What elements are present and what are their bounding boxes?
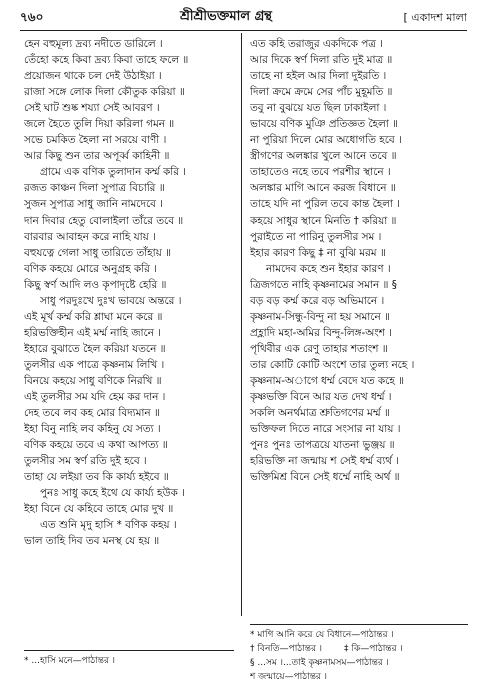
verse-line: ভক্তিমিশ্র বিনে সেই ধর্ম্মে নাহি অর্থ ॥	[250, 471, 400, 484]
verse-line: অলঙ্কার মাগি আনে করজ বিধানে ॥	[250, 182, 396, 195]
column-divider	[241, 33, 242, 616]
verse-line: আর দিকে স্বর্ণ দিলা রতি দুই মাত্র ॥	[250, 54, 393, 67]
verse-line: বিনয়ে কহয়ে সাধু বণিকে নিরখি ॥	[24, 374, 162, 387]
verse-line: তাহাতেও নহে তবে পরশীর স্থানে ।	[250, 166, 391, 179]
header-rule	[20, 30, 467, 31]
footnotes-right	[250, 628, 468, 684]
verse-line: পুরাইতে না পারিনু তুলসীর সম ।	[250, 230, 382, 243]
verse-line: এত কহি তরাজুর একদিকে পত্র ।	[250, 38, 383, 50]
verse-line: ইহা বিনু নাহি লব কহিনু যে সত্য ।	[24, 423, 161, 436]
verse-line: বণিক কহয়ে মোরে অনুগ্রহ করি ।	[24, 262, 157, 275]
verse-line: হেন বহুমূল্য দ্রব্য নদীতে ডারিলে ।	[24, 38, 163, 50]
running-title: শ্রীশ্রীভক্তমাল গ্রন্থ	[180, 9, 272, 24]
verse-line: এত শুনি মৃদু হাসি * বণিক কহয় ।	[40, 519, 177, 532]
verse-line: নামদেব কহে শুন ইহার কারণ ।	[266, 262, 391, 275]
verse-line: রাজা সঙ্গে লোক দিলা কৌতুক করিয়া ॥	[24, 86, 185, 99]
verse-line: তাহে না হইল আর দিলা দুইরতি ।	[250, 70, 387, 83]
verse-line: সুজন সুপাত্র সাধু জানি নামদেবে ।	[24, 198, 163, 211]
footnote-row	[250, 642, 468, 656]
footnote: শ জন্মায়ে—পাঠান্তর ।	[250, 672, 327, 682]
footnote: * ...হাসি মনে—পাঠান্তর ।	[24, 656, 116, 666]
verse-line: তুলসীর এক পাত্রে কৃষ্ণনাম লিখি ।	[24, 358, 165, 371]
verse-line: দিলা ক্রমে ক্রমে সের পাঁচ মুহূমতি ॥	[250, 86, 393, 99]
verse-line: ভাল তাহি দিব তব মনস্থ যে হয় ॥	[24, 535, 160, 548]
footnote: ‡ কি—পাঠান্তর ।	[344, 644, 403, 654]
verse-line: বারবার আবাহন করে নাহি যায় ।	[24, 230, 156, 243]
footnote: § ...সম ।...তাই কৃষ্ণনামসম—পাঠান্তর ।	[250, 658, 389, 668]
verse-line: হরিভক্তি না জন্মায় শ সেই ধর্ম্ম ব্যর্থ ।	[250, 455, 399, 468]
verse-line: প্রয়োজন থাকে চল দেই উঠাইয়া ।	[24, 70, 162, 83]
right-column	[250, 36, 466, 485]
page-number: ৭৬০	[20, 10, 44, 24]
footnote-rule-right	[250, 624, 468, 625]
verse-line: ত্রিজগতে নাহি কৃষ্ণনামের সমান ॥ §	[250, 278, 397, 291]
verse-line: পুনঃ সাধু কহে ইথে যে কার্য্য হউক ।	[40, 487, 185, 500]
verse-line: সাধু পরদুঃখে দুঃখ ভাবয়ে অন্তরে ।	[40, 294, 182, 307]
verse-line: না পুরিয়া দিলে মোর অধোগতি হবে ।	[250, 134, 402, 147]
verse-line: কৃষ্ণনাম-সিন্ধু-বিন্দু না হয় সমানে ॥	[250, 310, 390, 323]
verse-line: পৃথিবীর এক রেণু তাহার শতাংশ ॥	[250, 342, 388, 355]
verse-line: ভক্তিফল দিতে নারে সংসার না যায় ।	[250, 423, 401, 436]
verse-line: আর কিছু শুন তার অপূর্ব্ব কাহিনী ॥	[24, 150, 170, 163]
verse-line: তবু না বুঝয়ে যত ছিল ঢাকাইলা ।	[250, 102, 387, 115]
verse-line: তেঁহো কহে কিবা দ্রব্য কিবা তাহে ফলে ॥	[24, 54, 189, 67]
verse-line: দেহ তবে লব কহ মোর বিদ্যমান ॥	[24, 407, 160, 420]
verse-line: প্রহ্লাদি মহা-অমির বিন্দু-লিঙ্গ-অংশ ।	[250, 326, 392, 339]
verse-line: ভাবয়ে বণিক মুঞি প্রতিজ্ঞত হৈলা ॥	[250, 118, 398, 131]
verse-line: জলে হৈতে তুলি দিয়া করিলা গমন ॥	[24, 118, 175, 131]
chapter-label: [ একাদশ মালা	[403, 11, 467, 24]
footnote-rule-left	[24, 650, 234, 651]
verse-line: বড় বড় কর্ম্ম করে বড় অভিমানে ।	[250, 294, 385, 307]
verse-line: কৃষ্ণভক্তি বিনে আর যত দেখ ধর্ম্ম ।	[250, 391, 392, 404]
verse-line: এই মূর্খ কর্ম্ম করি শ্লাঘা মনে করে ॥	[24, 310, 163, 323]
verse-line: সকলি অনর্থমাত্র শ্রুতিগণের মর্ম্ম ॥	[250, 407, 390, 420]
verse-line: সেই ঘাট শুষ্ক শয্যা সেই আবরণ ।	[24, 102, 160, 115]
footnote: † বিনতি—পাঠান্তর ।	[250, 644, 323, 654]
verse-line: এই তুলসীর সম যদি হেম কর দান ।	[24, 391, 166, 404]
verse-line: তাহে যদি না পুরিল তবে কান্ত হৈলা ।	[250, 198, 401, 211]
verse-line: গ্রামে এক বণিক তুলাদান কর্ম্ম করি ।	[40, 166, 186, 179]
verse-line: সভে চমকিত হৈলা না সরয়ে বাণী ।	[24, 134, 167, 147]
verse-line: হরিভক্তিহীন এই মর্ম্ম নাহি জানে ।	[24, 326, 161, 339]
verse-line: বহুযত্নে গেলা সাধু তারিতে তাঁহায় ॥	[24, 246, 171, 259]
verse-line: তাহা যে লইয়া তব কি কার্য্য হইবে ॥	[24, 471, 169, 484]
verse-line: তুলসীর সম স্বর্ণ রতি দুই হবে ।	[24, 455, 147, 468]
footnotes-left	[24, 654, 234, 668]
verse-line: কহয়ে সাধুর স্থানে মিনতি † করিয়া ॥	[250, 214, 397, 227]
page-header	[20, 6, 467, 28]
verse-line: পুনঃ পুনঃ তাপত্রয়ে যাতনা ভুঞ্জয় ॥	[250, 439, 395, 452]
verse-line: দান দিবার হেতু বোলাইলা তাঁরে তবে ॥	[24, 214, 184, 227]
verse-line: ইহা বিনে যে কহিবে তাহে মোর দুখ ॥	[24, 503, 174, 516]
verse-line: তার কোটি কোটি অংশে তার তুল্য নহে ।	[250, 358, 415, 371]
verse-line: ইহারে বুঝাতে হৈল করিয়া যতনে ॥	[24, 342, 166, 355]
left-column	[24, 36, 240, 550]
verse-line: বণিক কহয়ে তবে এ কথা আপত্য ॥	[24, 439, 168, 452]
footnote: * মাগি আনি করে যে বিধানে—পাঠান্তর ।	[250, 630, 394, 640]
verse-line: ইহার কারণ কিছু ‡ না বুঝি মরম ॥	[250, 246, 386, 259]
verse-line: রজত কাঞ্চন দিলা সুপাত্র বিচারি ॥	[24, 182, 165, 195]
verse-line: কৃষ্ণনাম-অাগে ধর্ম্ম বেদে যত কহে ॥	[250, 374, 405, 387]
verse-line: কিছু স্বর্ণ আদি লও কৃপাদৃষ্টে হেরি ॥	[24, 278, 167, 291]
verse-line: স্ত্রীগণের অলঙ্কার খুলে আনে তবে ॥	[250, 150, 397, 163]
